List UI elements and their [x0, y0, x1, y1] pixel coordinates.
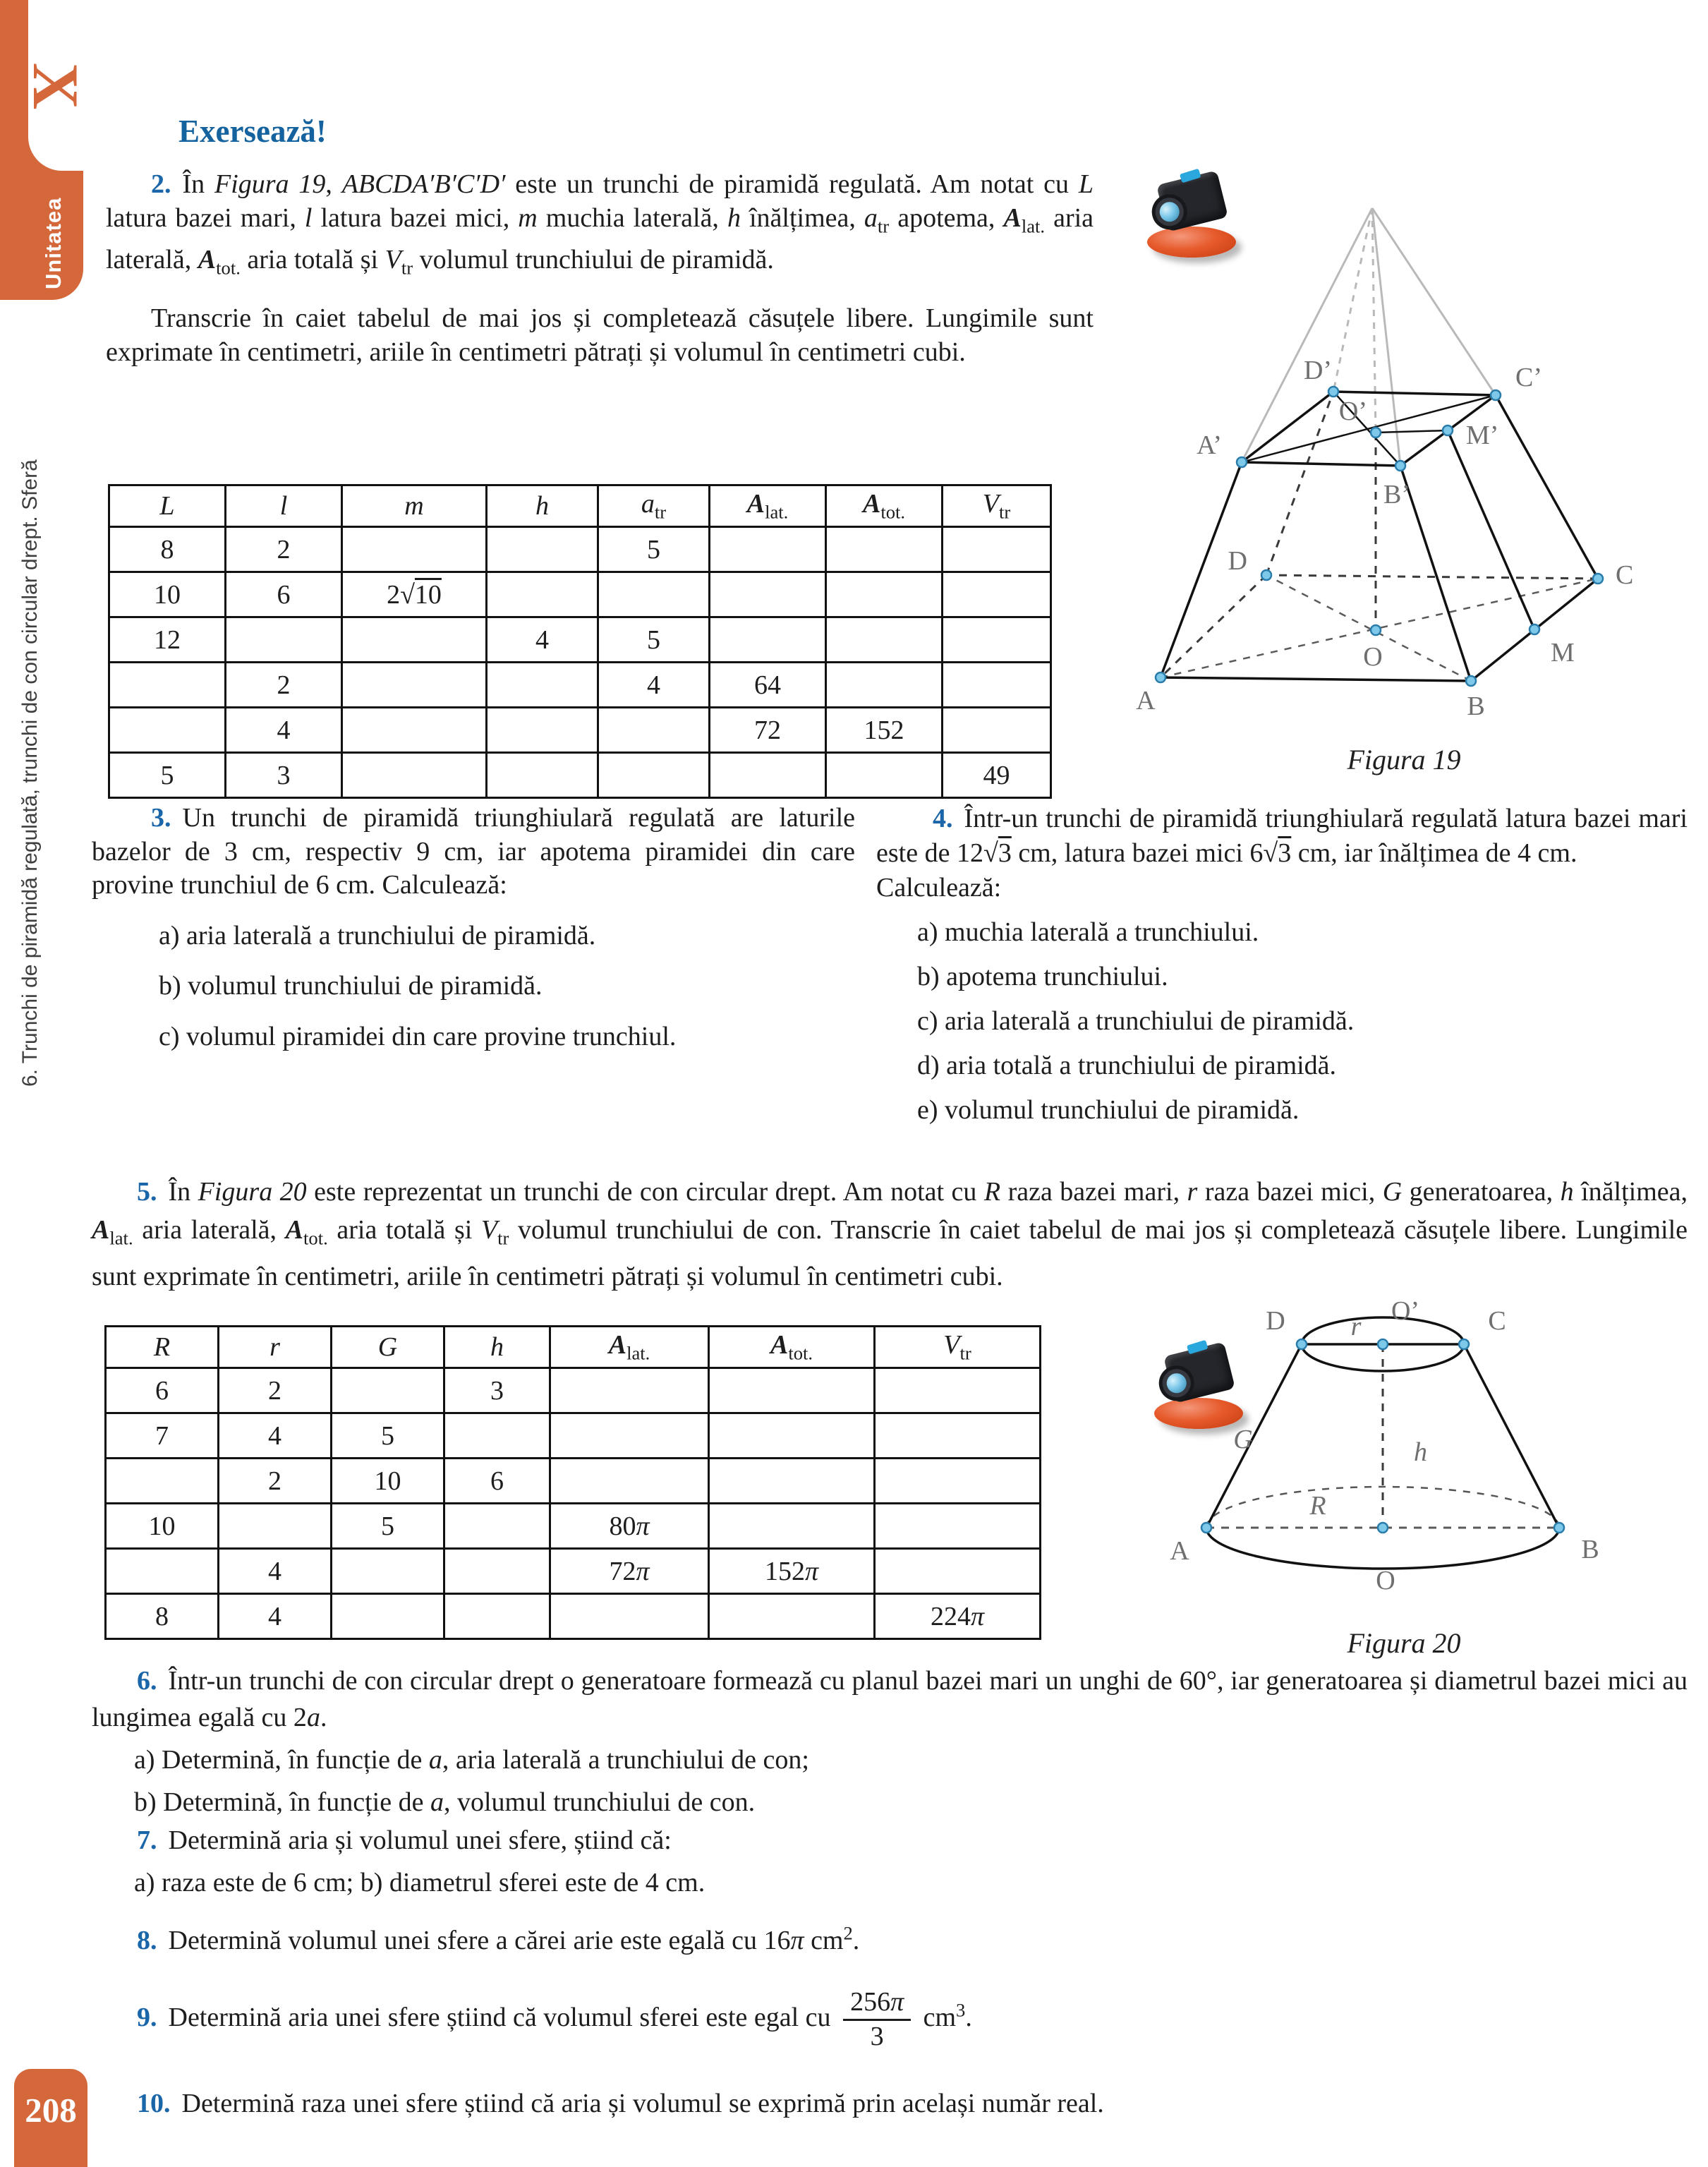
table1-cell: 4 — [598, 663, 710, 708]
table1-header-cell: L — [109, 485, 226, 527]
table1-cell — [487, 572, 598, 617]
table1-cell — [826, 572, 943, 617]
table1-cell: 6 — [226, 572, 342, 617]
table1-cell — [826, 753, 943, 798]
table2-cell: 3 — [444, 1368, 550, 1413]
table2-header-cell: $A_{lat.}$ — [550, 1327, 709, 1368]
table2-cell: 7 — [106, 1413, 219, 1459]
problem-6-text: Într-un trunchi de con circular drept o generatoare formează cu planul bazei mari un unghi de 60°, iar generatoarea și diametrul bazei mici au lungimea egală cu 2a. — [92, 1666, 1688, 1732]
table1-cell — [342, 753, 487, 798]
problem-3-text: Un trunchi de piramidă triunghiulară regulată are laturile bazelor de 3 cm, respectiv 9 cm, iar apotema piramidei din care provine trunchiul de 6 cm. Calculează: — [92, 803, 855, 900]
table1-row — [109, 572, 1051, 617]
table2-cell — [550, 1459, 709, 1504]
problem-5 — [92, 1173, 1688, 1296]
table2-row — [106, 1549, 1041, 1594]
table2-cell: 4 — [219, 1413, 332, 1459]
figure-20-caption: Figura 20 — [1347, 1627, 1461, 1659]
exercises-heading: Exersează! — [178, 114, 327, 149]
figure-20 — [1115, 1284, 1693, 1669]
table1-cell — [342, 708, 487, 753]
label-C-prime: C’ — [1515, 363, 1542, 392]
table2-cell — [709, 1459, 875, 1504]
problem-3-item: a) aria laterală a trunchiului de piramidă. — [159, 920, 596, 950]
table1-cell: 72 — [710, 708, 826, 753]
problem-5-number: 5. — [137, 1177, 157, 1207]
problem-3-item: c) volumul piramidei din care provine trunchiul. — [159, 1021, 677, 1051]
unit-label: Unitatea — [41, 197, 66, 289]
camera-icon — [1143, 173, 1242, 258]
table2-cell — [875, 1459, 1041, 1504]
table2-cell — [875, 1368, 1041, 1413]
table1-cell — [943, 617, 1051, 663]
table2-cell — [106, 1549, 219, 1594]
unit-letter-box — [20, 0, 92, 171]
table2-header-cell: h — [444, 1327, 550, 1368]
table1-cell — [710, 572, 826, 617]
table1-cell — [826, 527, 943, 572]
problem-8-number: 8. — [137, 1925, 157, 1955]
label-O-prime: O’ — [1338, 397, 1367, 426]
table1-cell — [487, 527, 598, 572]
table2-row — [106, 1594, 1041, 1639]
problem-10-number: 10. — [137, 2089, 171, 2118]
problem-8 — [92, 1917, 1688, 1957]
label-D: D — [1266, 1306, 1285, 1336]
label-B: B — [1467, 692, 1485, 721]
problem-9-unit: $cm^3$. — [923, 1999, 972, 2033]
label-D-prime: D’ — [1303, 356, 1333, 385]
table1-header-row — [109, 485, 1051, 527]
table2-cell: 224π — [875, 1594, 1041, 1639]
table2-cell — [709, 1594, 875, 1639]
label-A-prime: A’ — [1197, 430, 1222, 460]
table1-cell — [109, 708, 226, 753]
table1-cell — [342, 617, 487, 663]
table1-cell — [487, 753, 598, 798]
label-R: R — [1309, 1491, 1326, 1521]
problem-3-item: b) volumul trunchiului de piramidă. — [159, 971, 543, 1001]
label-O: O — [1376, 1566, 1395, 1595]
camera-icon — [1150, 1344, 1249, 1429]
problem-4-item: d) aria totală a trunchiului de piramidă. — [917, 1051, 1337, 1080]
unit-tab — [0, 0, 92, 300]
table1-cell — [710, 753, 826, 798]
table2-cell — [550, 1413, 709, 1459]
table1-row — [109, 663, 1051, 708]
table2-row — [106, 1413, 1041, 1459]
table1-cell: 5 — [109, 753, 226, 798]
problem-3-number: 3. — [151, 803, 171, 833]
table1-row — [109, 527, 1051, 572]
table1-row — [109, 708, 1051, 753]
table2-cell: 6 — [106, 1368, 219, 1413]
table2-cell — [106, 1459, 219, 1504]
table2-header-row — [106, 1327, 1041, 1368]
pyramid-frustum-diagram — [1115, 166, 1693, 787]
figure-19 — [1115, 166, 1693, 787]
table1-row — [109, 753, 1051, 798]
problem-6-item: b) Determină, în funcție de a, volumul trunchiului de con. — [134, 1787, 756, 1817]
table1-cell — [826, 663, 943, 708]
label-h: h — [1414, 1437, 1427, 1467]
problem-7-items-line: a) raza este de 6 cm; b) diametrul sferei este de 4 cm. — [134, 1868, 705, 1897]
table2-cell — [875, 1549, 1041, 1594]
table2-row — [106, 1459, 1041, 1504]
problem-9-text: Determină aria unei sfere știind că volumul sferei este egal cu — [168, 2003, 831, 2033]
table2-cell — [444, 1504, 550, 1549]
problem-10-text: Determină raza unei sfere știind că aria și volumul se exprimă prin același număr real. — [181, 2089, 1104, 2118]
label-O: O — [1363, 642, 1383, 672]
table1-cell — [109, 663, 226, 708]
label-A: A — [1170, 1536, 1189, 1566]
table1-cell — [226, 617, 342, 663]
table2-cell: 80π — [550, 1504, 709, 1549]
label-O-prime: O’ — [1391, 1296, 1420, 1326]
table1-cell: 2 — [226, 663, 342, 708]
label-D: D — [1228, 546, 1247, 576]
table2-row — [106, 1504, 1041, 1549]
table2-cell — [444, 1594, 550, 1639]
problem-4-item: a) muchia laterală a trunchiului. — [917, 917, 1259, 947]
table2-row — [106, 1368, 1041, 1413]
camera-lens — [1148, 191, 1191, 234]
table2-cell: 152π — [709, 1549, 875, 1594]
table1-cell: 64 — [710, 663, 826, 708]
table2-cell: 2 — [219, 1459, 332, 1504]
table1-cell: 152 — [826, 708, 943, 753]
table2-cell: 10 — [106, 1504, 219, 1549]
label-r: r — [1350, 1312, 1362, 1341]
table2-cell: 2 — [219, 1368, 332, 1413]
camera-base — [1154, 1398, 1243, 1429]
label-G: G — [1233, 1425, 1253, 1454]
table2-cell — [875, 1504, 1041, 1549]
label-M: M — [1551, 638, 1575, 668]
unit-letter: X — [20, 62, 92, 110]
camera-lens — [1155, 1362, 1198, 1405]
table2-cell — [332, 1549, 444, 1594]
table1-cell — [342, 527, 487, 572]
table1-header-cell: $A_{tot.}$ — [826, 485, 943, 527]
table2-cell: 5 — [332, 1413, 444, 1459]
problem-4-text: Într-un trunchi de piramidă triunghiulară regulată latura bazei mari este de 12√3 cm, latura bazei mici 6√3 cm, iar înălțimea de 4 cm. — [876, 804, 1688, 868]
problem-2-instructions: Transcrie în caiet tabelul de mai jos și completează căsuțele libere. Lungimile sunt exprimate în centimetri, ariile în centimetri pătrați și volumul în centimetri cubi. — [106, 303, 1094, 367]
camera-lens-glass — [1158, 200, 1182, 224]
table1-row — [109, 617, 1051, 663]
label-A: A — [1136, 686, 1156, 716]
table1-cell — [598, 753, 710, 798]
problem-6-number: 6. — [137, 1666, 157, 1696]
table1-cell — [943, 708, 1051, 753]
table2-header-cell: G — [332, 1327, 444, 1368]
problem-2-text: În Figura 19, ABCDA′B′C′D′ este un trunchi de piramidă regulată. Am notat cu L latura bazei mari, l latura bazei mici, m muchia laterală, h înălțimea, $a_{tr}$ apotema, $A_{lat.}$ aria laterală, $A_{tot.}$ aria totală și $V_{tr}$ volumul trunchiului de piramidă. — [106, 169, 1094, 279]
label-C: C — [1616, 560, 1634, 590]
problem-4 — [876, 802, 1688, 1128]
table2-cell — [709, 1413, 875, 1459]
problem-4-calculeaza: Calculează: — [876, 873, 1002, 903]
label-M-prime: M’ — [1466, 421, 1499, 450]
problem-3 — [92, 802, 855, 1054]
problem-6 — [92, 1662, 1688, 1821]
problem-4-number: 4. — [933, 804, 953, 833]
table1-cell — [598, 708, 710, 753]
table1-header-cell: $A_{lat.}$ — [710, 485, 826, 527]
table1-header-cell: $V_{tr}$ — [943, 485, 1051, 527]
problem-9 — [92, 1988, 1688, 2051]
table1-cell: 8 — [109, 527, 226, 572]
table1-cell — [710, 617, 826, 663]
table2-header-cell: r — [219, 1327, 332, 1368]
table2-cell — [444, 1549, 550, 1594]
table2-cell — [332, 1594, 444, 1639]
camera-body — [1156, 170, 1228, 231]
cone-frustum-table — [104, 1325, 1041, 1640]
table2-cell: 6 — [444, 1459, 550, 1504]
problem-4-item: b) apotema trunchiului. — [917, 962, 1168, 991]
problem-4-item: e) volumul trunchiului de piramidă. — [917, 1095, 1300, 1125]
problem-9-number: 9. — [137, 2003, 157, 2033]
section-title-vertical: 6. Trunchi de piramidă regulată, trunchi de con circular drept. Sferă — [18, 459, 42, 1087]
table2-cell — [219, 1504, 332, 1549]
table1-header-cell: $a_{tr}$ — [598, 485, 710, 527]
label-C: C — [1488, 1306, 1506, 1336]
table2-header-cell: $A_{tot.}$ — [709, 1327, 875, 1368]
table1-cell: 5 — [598, 527, 710, 572]
label-B-prime: B’ — [1383, 480, 1410, 509]
table2-header-cell: R — [106, 1327, 219, 1368]
table1-header-cell: l — [226, 485, 342, 527]
table2-cell: 4 — [219, 1549, 332, 1594]
table1-cell: 5 — [598, 617, 710, 663]
table1-cell — [943, 663, 1051, 708]
camera-lens-glass — [1165, 1371, 1189, 1395]
table2-cell: 10 — [332, 1459, 444, 1504]
table1-cell: 4 — [487, 617, 598, 663]
table1-cell — [943, 572, 1051, 617]
table1-cell: 49 — [943, 753, 1051, 798]
table2-cell — [550, 1368, 709, 1413]
camera-body — [1163, 1341, 1235, 1403]
problem-4-item: c) aria laterală a trunchiului de piramidă. — [917, 1006, 1355, 1036]
label-B: B — [1581, 1535, 1599, 1564]
table2-cell — [444, 1413, 550, 1459]
table2-cell — [709, 1504, 875, 1549]
problem-2 — [106, 168, 1094, 285]
table1-cell — [943, 527, 1051, 572]
table1-cell: 12 — [109, 617, 226, 663]
pyramid-frustum-table — [108, 484, 1052, 799]
camera-base — [1147, 227, 1236, 258]
problem-5-text: În Figura 20 este reprezentat un trunchi de con circular drept. Am notat cu R raza bazei mari, r raza bazei mici, G generatoarea, h înălțimea, $A_{lat.}$ aria laterală, $A_{tot.}$ aria totală și $V_{tr}$ volumul trunchiului de con. Transcrie în caiet tabelul de mai jos și completează căsuțele libere. Lungimile sunt exprimate în centimetri, ariile în centimetri pătrați și volumul în centimetri cubi. — [92, 1177, 1688, 1291]
problem-6-item: a) Determină, în funcție de a, aria laterală a trunchiului de con; — [134, 1745, 809, 1775]
table2-cell: 8 — [106, 1594, 219, 1639]
figure-19-caption: Figura 19 — [1347, 744, 1461, 775]
table1-cell: 2 — [226, 527, 342, 572]
table2-cell — [332, 1368, 444, 1413]
problem-10 — [92, 2087, 1688, 2121]
fraction-256pi-over-3: $\frac{256\pi}{3}$ — [843, 1988, 911, 2051]
problem-7 — [92, 1822, 1688, 1901]
table1-cell: 10 — [109, 572, 226, 617]
problem-8-text: Determină volumul unei sfere a cărei arie este egală cu 16π $cm^2$. — [168, 1922, 860, 1955]
page-number: 208 — [14, 2069, 87, 2167]
problem-2-number: 2. — [151, 169, 171, 199]
table1-cell — [826, 617, 943, 663]
problem-7-number: 7. — [137, 1825, 157, 1855]
table1-header-cell: m — [342, 485, 487, 527]
table1-cell: 2√10 — [342, 572, 487, 617]
table2-cell: 4 — [219, 1594, 332, 1639]
table1-cell — [598, 572, 710, 617]
table1-header-cell: h — [487, 485, 598, 527]
table1-cell: 4 — [226, 708, 342, 753]
table2-header-cell: $V_{tr}$ — [875, 1327, 1041, 1368]
table2-cell — [875, 1413, 1041, 1459]
table2-cell: 5 — [332, 1504, 444, 1549]
table1-cell — [487, 708, 598, 753]
table2-cell — [709, 1368, 875, 1413]
problem-7-text: Determină aria și volumul unei sfere, știind că: — [168, 1825, 672, 1855]
table1-cell: 3 — [226, 753, 342, 798]
table2-cell: 72π — [550, 1549, 709, 1594]
table1-cell — [342, 663, 487, 708]
table1-cell — [710, 527, 826, 572]
table1-cell — [487, 663, 598, 708]
table2-cell — [550, 1594, 709, 1639]
